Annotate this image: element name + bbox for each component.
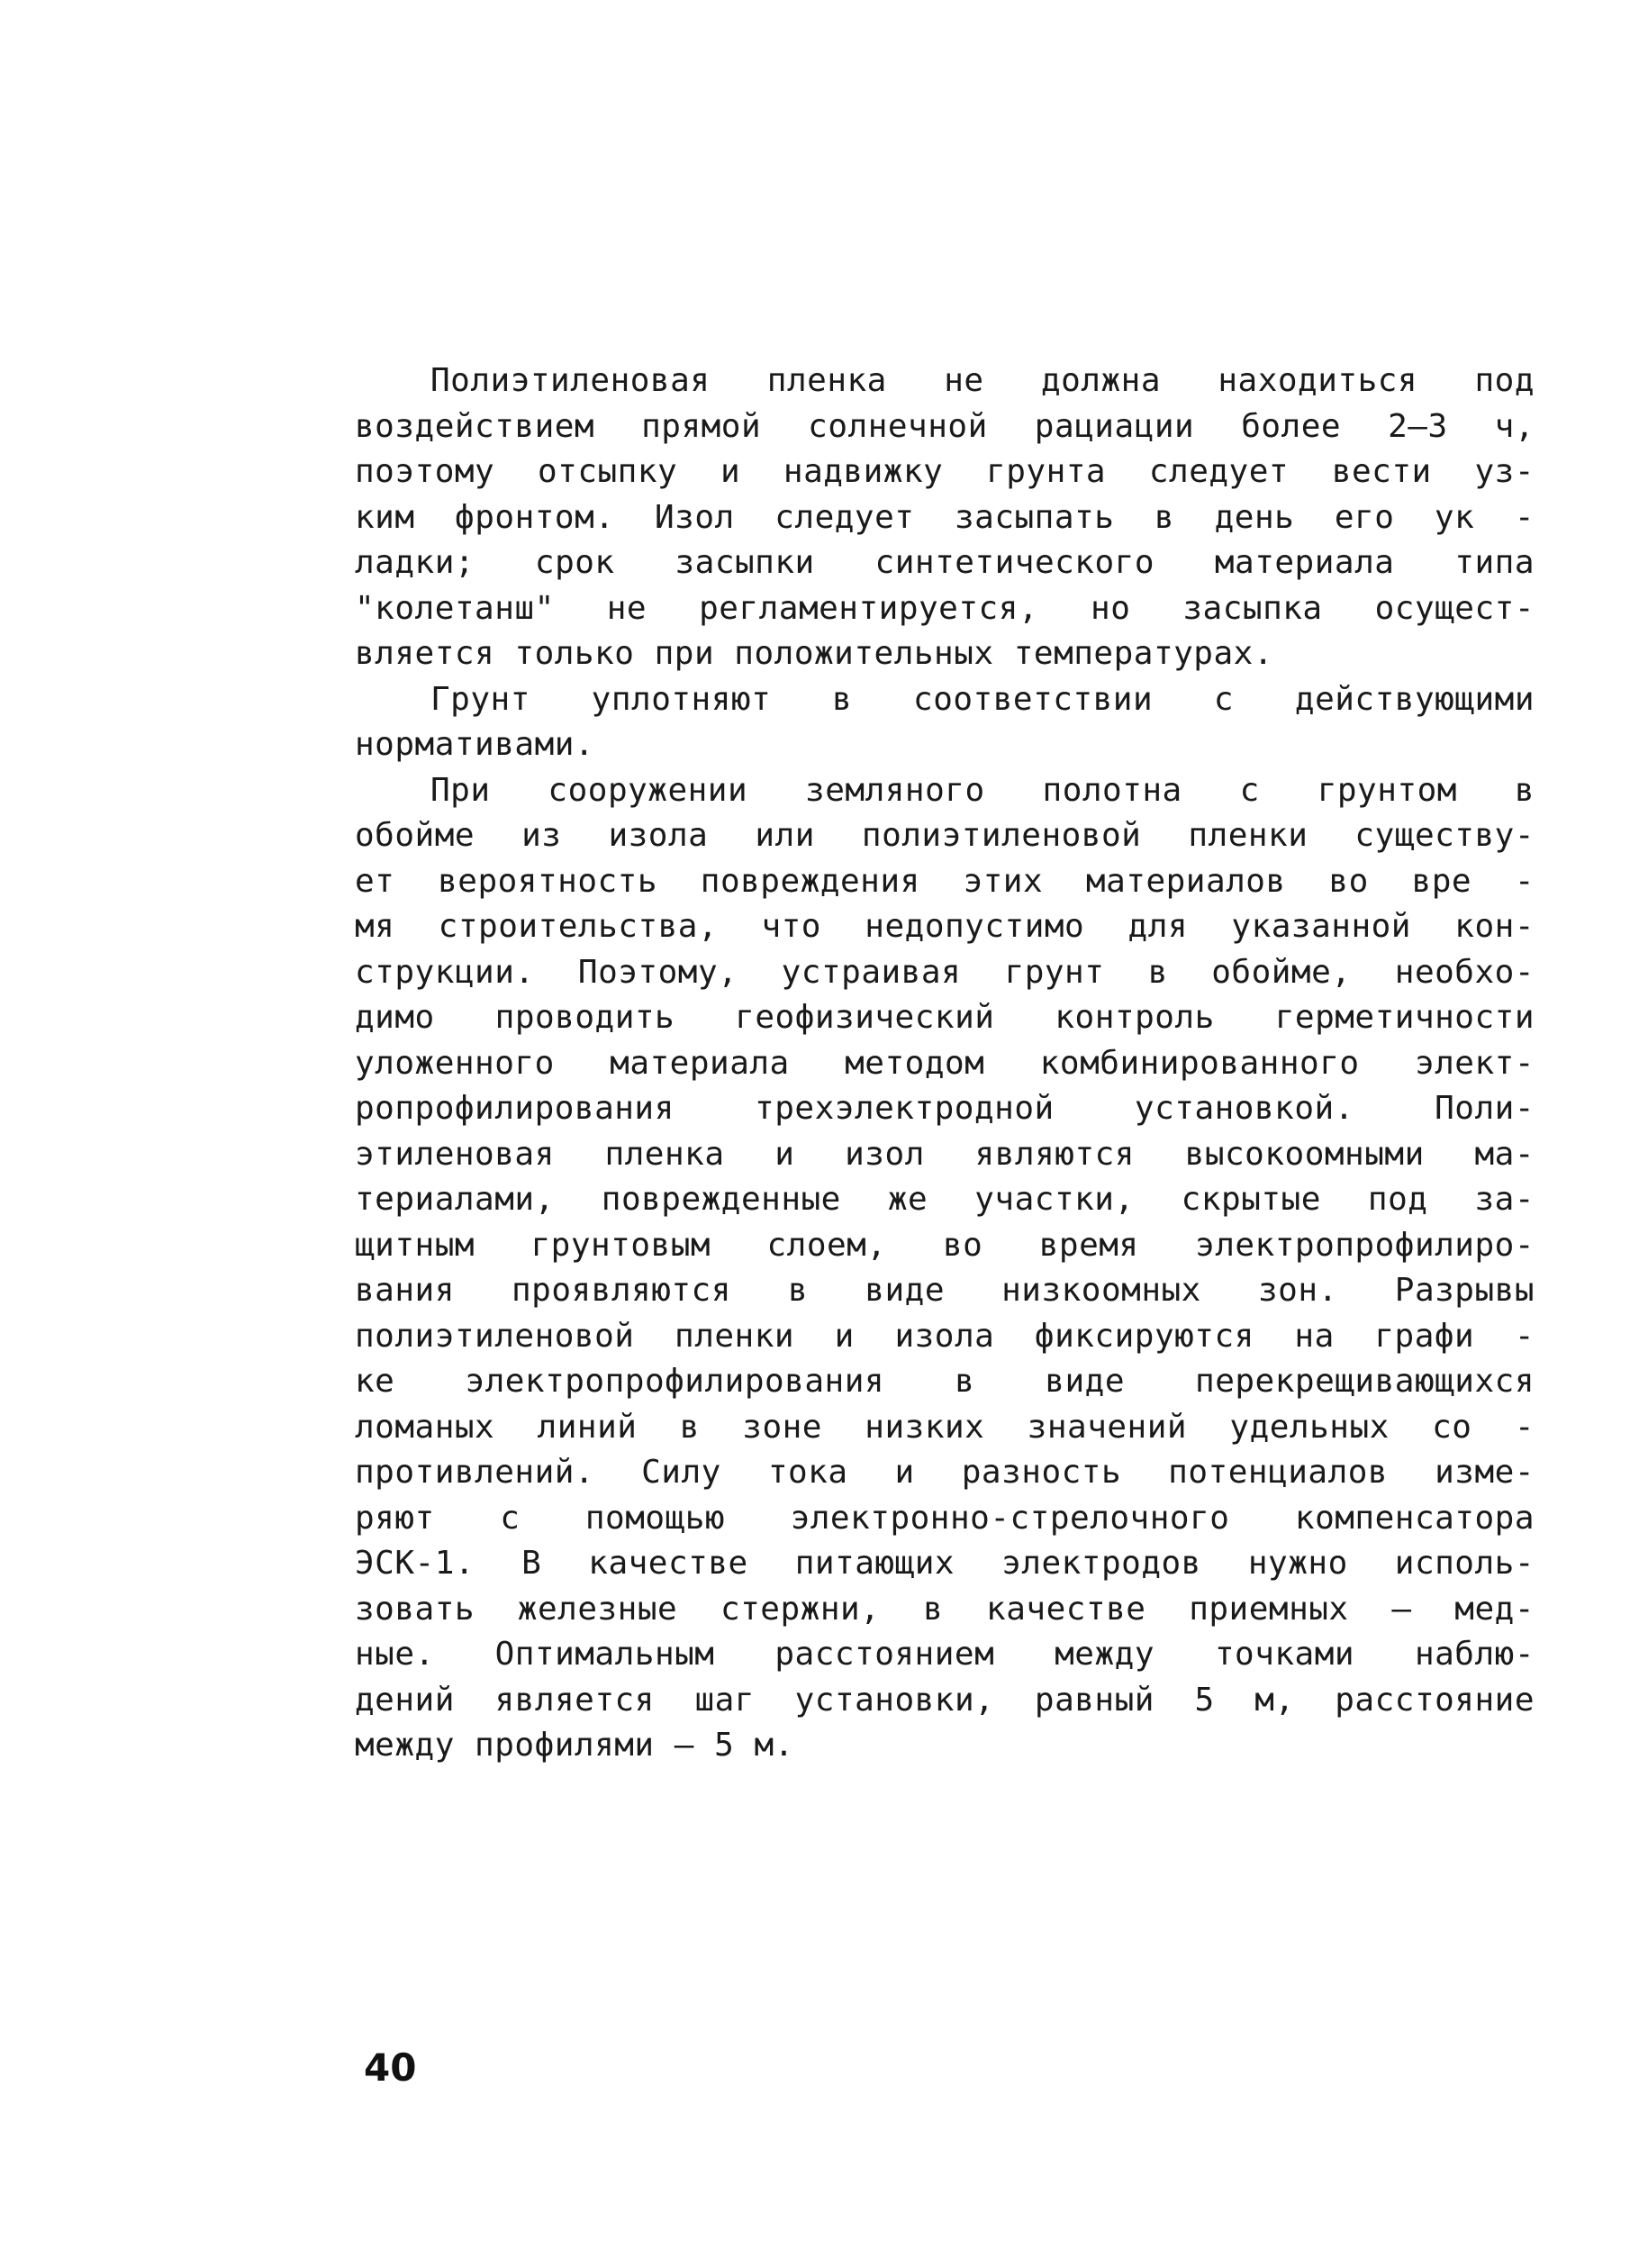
text-line: щитным грунтовым слоем, во время электропрофилиро- bbox=[355, 1226, 1535, 1264]
text-line: ке электропрофилирования в виде перекрещивающихся bbox=[355, 1363, 1535, 1400]
text-line: ряют с помощью электронно-стрелочного компенсатора bbox=[355, 1499, 1535, 1537]
text-line: противлений. Силу тока и разность потенциалов изме- bbox=[355, 1454, 1535, 1491]
text-line: между профилями – 5 м. bbox=[355, 1727, 794, 1764]
paragraph-1 bbox=[355, 358, 1535, 677]
text-line: полиэтиленовой пленки и изола фиксируются на графи - bbox=[355, 1317, 1535, 1355]
text-line: обойме из изола или полиэтиленовой пленки существу- bbox=[355, 817, 1535, 854]
text-line: нормативами. bbox=[355, 726, 595, 763]
text-line: "колетанш" не регламентируется, но засыпка осущест- bbox=[355, 589, 1535, 627]
text-line: этиленовая пленка и изол являются высокоомными ма- bbox=[355, 1135, 1535, 1173]
text-line: уложенного материала методом комбинированного элект- bbox=[355, 1044, 1535, 1082]
text-line: вляется только при положительных температурах. bbox=[355, 635, 1273, 672]
text-line: Грунт уплотняют в соответствии с действующими bbox=[430, 680, 1535, 718]
text-line: ные. Оптимальным расстоянием между точками наблю- bbox=[355, 1636, 1535, 1673]
text-line: димо проводить геофизический контроль герметичности bbox=[355, 999, 1535, 1036]
paragraph-2 bbox=[355, 677, 1535, 768]
text-line: Полиэтиленовая пленка не должна находиться под bbox=[430, 362, 1535, 399]
text-line: ломаных линий в зоне низких значений удельных со - bbox=[355, 1408, 1535, 1446]
text-line: ким фронтом. Изол следует засыпать в день его ук - bbox=[355, 498, 1535, 536]
text-line: мя строительства, что недопустимо для указанной кон- bbox=[355, 908, 1535, 945]
text-line: териалами, поврежденные же участки, скрытые под за- bbox=[355, 1181, 1535, 1218]
paragraph-3 bbox=[355, 768, 1535, 1769]
text-line: ЭСК-1. В качестве питающих электродов нужно исполь- bbox=[355, 1545, 1535, 1582]
text-line: ладки; срок засыпки синтетического материала типа bbox=[355, 544, 1535, 581]
text-line: вания проявляются в виде низкоомных зон. Разрывы bbox=[355, 1272, 1535, 1309]
text-line: ет вероятность повреждения этих материалов во вре - bbox=[355, 862, 1535, 900]
text-line: воздействием прямой солнечной рациации более 2–3 ч, bbox=[355, 407, 1535, 445]
text-line: зовать железные стержни, в качестве приемных – мед- bbox=[355, 1590, 1535, 1628]
text-line: ропрофилирования трехэлектродной установкой. Поли- bbox=[355, 1090, 1535, 1127]
text-line: струкции. Поэтому, устраивая грунт в обойме, необхо- bbox=[355, 953, 1535, 991]
text-line: дений является шаг установки, равный 5 м, расстояние bbox=[355, 1681, 1535, 1719]
page-number: 40 bbox=[364, 2046, 417, 2090]
text-line: поэтому отсыпку и надвижку грунта следует вести уз- bbox=[355, 453, 1535, 490]
body-text bbox=[355, 358, 1535, 1769]
text-line: При сооружении земляного полотна с грунтом в bbox=[430, 771, 1535, 809]
